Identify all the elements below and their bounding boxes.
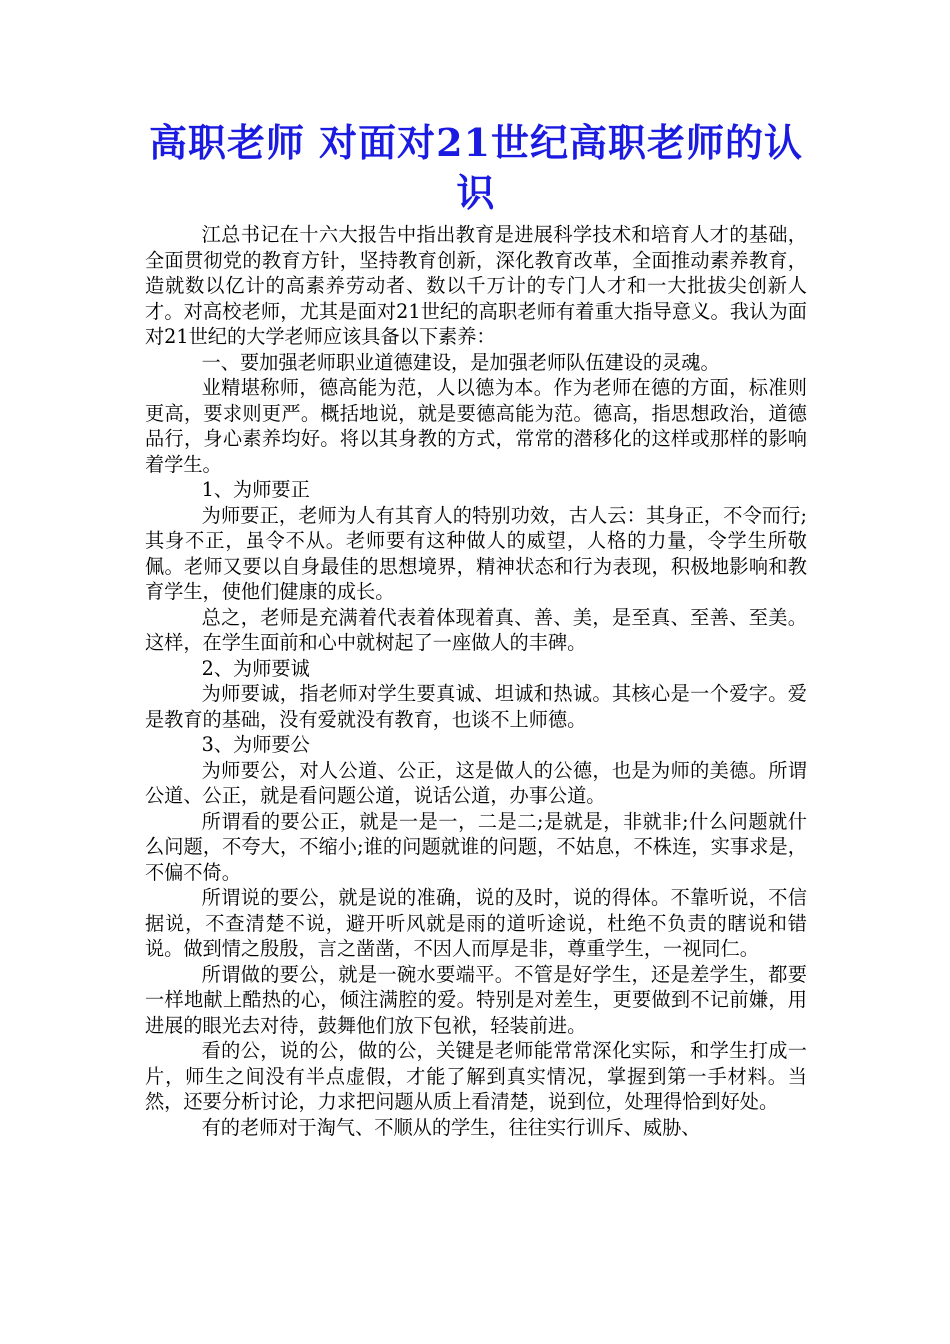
paragraph: 看的公，说的公，做的公，关键是老师能常常深化实际，和学生打成一片，师生之间没有半点虚假，才能了解到真实情况，掌握到第一手材料。当然，还要分析讨论，力求把问题从质上看清楚，说到位，处理得恰到好处。: [145, 1039, 807, 1113]
document-title: 高职老师 对面对21世纪高职老师的认识: [148, 120, 804, 215]
subheading-1: 1、为师要正: [201, 478, 310, 501]
paragraph: 为师要诚，指老师对学生要真诚、坦诚和热诚。其核心是一个爱字。爱是教育的基础，没有爱就没有教育，也谈不上师德。: [145, 682, 807, 731]
paragraph: 所谓看的要公正，就是一是一，二是二;是就是，非就非;什么问题就什么问题，不夸大，不缩小;谁的问题就谁的问题，不姑息，不株连，实事求是，不偏不倚。: [145, 809, 807, 884]
paragraph: 总之，老师是充满着代表着体现着真、善、美，是至真、至善、至美。这样，在学生面前和心中就树起了一座做人的丰碑。: [145, 605, 807, 654]
paragraph: 有的老师对于淘气、不顺从的学生，往往实行训斥、威胁、: [201, 1115, 701, 1139]
paragraph: 所谓做的要公，就是一碗水要端平。不管是好学生，还是差学生，都要一样地献上酷热的心，倾注满腔的爱。特别是对差生，更要做到不记前嫌，用进展的眼光去对待，鼓舞他们放下包袱，轻装前进。: [145, 962, 807, 1037]
document-body: [145, 222, 807, 1140]
document-page: [145, 118, 807, 1140]
paragraph: 为师要公，对人公道、公正，这是做人的公德，也是为师的美德。所谓公道、公正，就是看问题公道，说话公道，办事公道。: [145, 758, 807, 807]
subheading-3: 3、为师要公: [201, 733, 310, 756]
paragraph: 所谓说的要公，就是说的准确，说的及时，说的得体。不靠听说，不信据说，不查清楚不说，避开听风就是雨的道听途说，杜绝不负责的瞎说和错说。做到情之殷殷，言之凿凿，不因人而厚是非，尊重学生，一视同仁。: [145, 886, 807, 960]
paragraph-intro: 江总书记在十六大报告中指出教育是进展科学技术和培育人才的基础，全面贯彻党的教育方针，坚持教育创新，深化教育改革，全面推动素养教育，造就数以亿计的高素养劳动者、数以千万计的专门人才和一大批拔尖创新人才。对高校老师，尤其是面对21世纪的高职老师有着重大指导意义。我认为面对21世纪的大学老师应该具备以下素养：: [145, 223, 807, 348]
subheading-2: 2、为师要诚: [201, 656, 310, 680]
section-heading-1: 一、要加强老师职业道德建设，是加强老师队伍建设的灵魂。: [201, 350, 720, 374]
paragraph: 为师要正，老师为人有其育人的特别功效，古人云：其身正，不令而行;其身不正，虽令不从。老师要有这种做人的威望，人格的力量，令学生所敬佩。老师又要以自身最佳的思想境界，精神状态和行为表现，积极地影响和教育学生，使他们健康的成长。: [145, 503, 807, 603]
paragraph: 业精堪称师，德高能为范，人以德为本。作为老师在德的方面，标准则更高，要求则更严。概括地说，就是要德高能为范。德高，指思想政治，道德品行，身心素养均好。将以其身教的方式，常常的潜移化的这样或那样的影响着学生。: [145, 376, 807, 476]
